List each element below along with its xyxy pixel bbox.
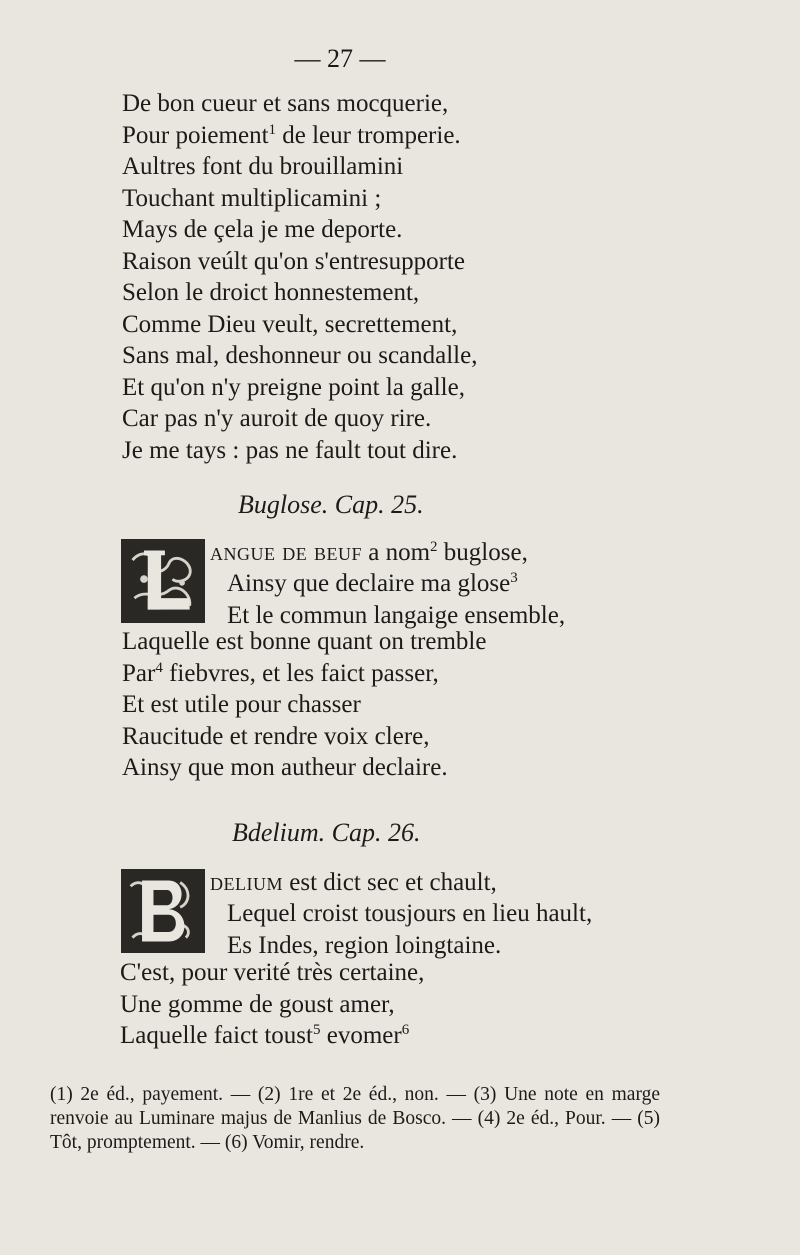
- bdelium-body: [120, 957, 424, 1052]
- footnotes-text: (1) 2e éd., payement. — (2) 1re et 2e éd., non. — (3) Une note en marge renvoie au Luminare majus de Manlius de Bosco. — (4) 2e éd., Pour. — (5) Tôt, promptement. — (6) Vomir, rendre.: [50, 1084, 665, 1153]
- verse-line: Je me tays : pas ne fault tout dire.: [122, 436, 458, 464]
- verse-line: Comme Dieu veult, secrettement,: [122, 310, 458, 338]
- verse-line: Aultres font du brouillamini: [122, 153, 404, 180]
- page-number: — 27 —: [294, 44, 386, 73]
- smallcaps-lead: delium: [210, 869, 283, 896]
- verse-line: Ainsy que mon autheur declaire.: [122, 754, 448, 781]
- verse-line: Raucitude et rendre voix clere,: [122, 722, 430, 750]
- buglose-opening: angue de beuf a nom$^2$ buglose,: [210, 539, 528, 566]
- verse-line: Laquelle faict toust$^5$ evomer$^6$: [120, 1022, 410, 1049]
- ornamental-b-icon: [123, 871, 203, 951]
- dropcap-b: [121, 869, 205, 953]
- note-ref: 2: [430, 539, 438, 555]
- buglose-body: [122, 626, 486, 784]
- verse-line: Touchant multiplicamini ;: [122, 184, 382, 212]
- section-heading-buglose: Buglose. Cap. 25.: [238, 490, 424, 519]
- verse-line: Laquelle est bonne quant on tremble: [122, 628, 487, 655]
- verse-line: C'est, pour verité très certaine,: [120, 959, 425, 986]
- footnotes: [50, 1083, 665, 1155]
- stanza-1: [122, 88, 477, 466]
- verse-line: Pour poiement$^1$ de leur tromperie.: [122, 121, 461, 149]
- verse-line: Es Indes, region loingtaine.: [227, 931, 502, 959]
- note-ref: 4: [155, 659, 163, 676]
- note-ref: 3: [510, 570, 518, 586]
- verse-line: Sans mal, deshonneur ou scandalle,: [122, 342, 478, 369]
- buglose-indented: [227, 568, 565, 631]
- bdelium-opening: delium est dict sec et chault,: [210, 869, 497, 896]
- section-heading-bdelium: Bdelium. Cap. 26.: [232, 818, 421, 847]
- verse-line: Raison veúlt qu'on s'entresupporte: [122, 247, 465, 275]
- note-ref: 6: [401, 1022, 410, 1038]
- bdelium-indented: [227, 898, 592, 961]
- verse-line: Car pas n'y auroit de quoy rire.: [122, 405, 432, 432]
- verse-line: Selon le droict honnestement,: [122, 279, 420, 306]
- verse-line: Une gomme de goust amer,: [120, 990, 395, 1018]
- verse-line: De bon cueur et sans mocquerie,: [122, 90, 449, 117]
- verse-line: Par$^4$ fiebvres, et les faict passer,: [122, 659, 439, 687]
- verse-line: Mays de çela je me deporte.: [122, 216, 403, 243]
- note-ref: 5: [312, 1022, 321, 1038]
- ornamental-l-icon: [123, 541, 203, 621]
- note-ref: 1: [268, 121, 277, 138]
- verse-line: Et est utile pour chasser: [122, 691, 361, 718]
- verse-line: Et le commun langaige ensemble,: [227, 601, 566, 629]
- verse-line: Et qu'on n'y preigne point la galle,: [122, 373, 465, 401]
- dropcap-l: [121, 539, 205, 623]
- smallcaps-lead: angue de beuf: [210, 539, 362, 566]
- verse-line: Ainsy que declaire ma glose$^3$: [227, 570, 518, 597]
- verse-line: Lequel croist tousjours en lieu hault,: [227, 900, 593, 927]
